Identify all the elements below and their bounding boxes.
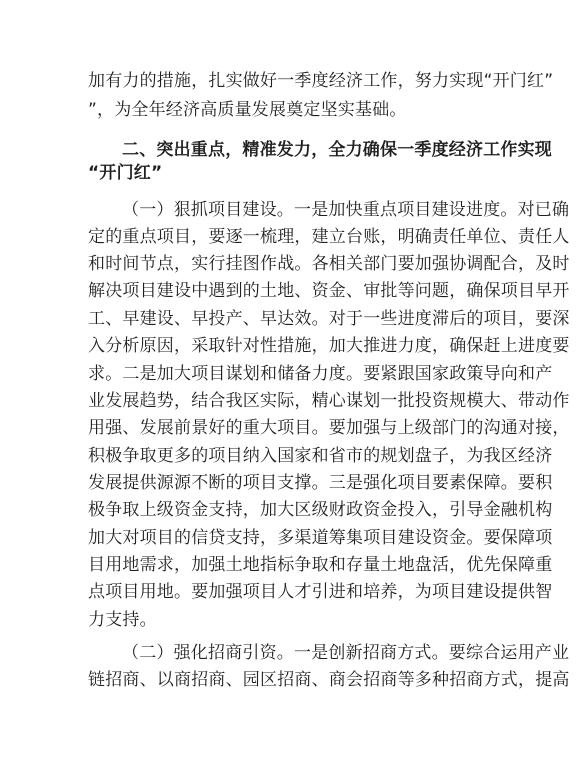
- paragraph-line: ”，为全年经济高质量发展奠定坚实基础。: [88, 100, 407, 120]
- paragraph-line: 极争取上级资金支持，加大区级财政资金投入，引导金融机构: [88, 500, 553, 520]
- paragraph-line: 加大对项目的信贷支持，多渠道筹集项目建设资金。要保障项: [88, 528, 553, 548]
- paragraph-line: 用强、发展前景好的重大项目。要加强与上级部门的沟通对接，: [88, 418, 570, 438]
- paragraph-line: 和时间节点，实行挂图作战。各相关部门要加强协调配合，及时: [88, 254, 570, 274]
- paragraph-line: 业发展趋势，结合我区实际，精心谋划一批投资规模大、带动作: [88, 391, 570, 411]
- paragraph-line: 点项目用地。要加强项目人才引进和培养，为项目建设提供智: [88, 582, 553, 602]
- paragraph-line: 目用地需求，加强土地指标争取和存量土地盘活，优先保障重: [88, 555, 553, 575]
- section-heading-continuation: “开门红”: [88, 163, 163, 183]
- paragraph-line: 积极争取更多的项目纳入国家和省市的规划盘子，为我区经济: [88, 446, 553, 466]
- paragraph-line: 发展提供源源不断的项目支撑。三是强化项目要素保障。要积: [88, 473, 553, 493]
- paragraph-line: 入分析原因，采取针对性措施，加大推进力度，确保赶上进度要: [88, 336, 570, 356]
- paragraph-line: 解决项目建设中遇到的土地、资金、审批等问题，确保项目早开: [88, 281, 570, 301]
- paragraph-line: 链招商、以商招商、园区招商、商会招商等多种招商方式，提高: [88, 670, 570, 690]
- paragraph-line: 工、早建设、早投产、早达效。对于一些进度滞后的项目，要深: [88, 309, 570, 329]
- section-heading: 二、突出重点，精准发力，全力确保一季度经济工作实现: [122, 140, 552, 160]
- paragraph-line: 力支持。: [88, 610, 157, 630]
- paragraph-line: （二）强化招商引资。一是创新招商方式。要综合运用产业: [122, 643, 570, 663]
- paragraph-line: 定的重点项目，要逐一梳理，建立台账，明确责任单位、责任人: [88, 227, 570, 247]
- paragraph-line: （一）狠抓项目建设。一是加快重点项目建设进度。对已确: [122, 200, 570, 220]
- paragraph-line: 加有力的措施，扎实做好一季度经济工作，努力实现“开门红”: [88, 71, 554, 91]
- paragraph-line: 求。二是加大项目谋划和储备力度。要紧跟国家政策导向和产: [88, 364, 553, 384]
